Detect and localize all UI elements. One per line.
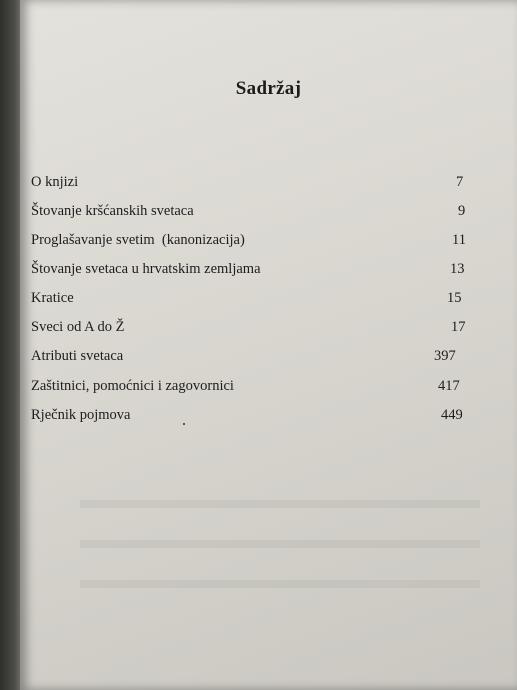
toc-entry-page: 17	[451, 319, 466, 335]
toc-entry-title: Štovanje kršćanskih svetaca	[31, 203, 194, 219]
book-page	[20, 0, 517, 690]
toc-entry	[31, 286, 471, 310]
toc-entry-title: Rječnik pojmova	[31, 407, 131, 423]
page-title: Sadržaj	[235, 78, 302, 99]
toc-entry-title: Zaštitnici, pomoćnici i zagovornici	[31, 378, 234, 394]
stray-print-dot	[183, 423, 185, 425]
toc-entry-title: Sveci od A do Ž	[31, 319, 125, 335]
toc-entry	[31, 344, 471, 368]
toc-entry-page: 449	[441, 407, 463, 423]
toc-entry-title: Proglašavanje svetim (kanonizacija)	[31, 232, 245, 248]
toc-entry-page: 11	[452, 232, 466, 248]
table-of-contents	[20, 0, 517, 690]
toc-entry-title: Štovanje svetaca u hrvatskim zemljama	[31, 261, 261, 277]
toc-entry	[31, 199, 471, 223]
toc-entry	[31, 374, 471, 398]
toc-entry-page: 9	[458, 203, 466, 219]
toc-entry-title: O knjizi	[31, 174, 79, 190]
toc-entry-page: 7	[456, 174, 464, 190]
toc-entry-page: 13	[450, 261, 465, 277]
toc-entry	[31, 315, 471, 339]
toc-entry	[31, 257, 471, 281]
toc-entry-title: Atributi svetaca	[31, 348, 124, 364]
toc-entry-page: 15	[447, 290, 462, 306]
toc-entry-page: 397	[434, 348, 456, 364]
toc-entry-title: Kratice	[31, 290, 74, 306]
toc-entry	[31, 403, 471, 427]
toc-entry	[31, 228, 471, 252]
book-spine-shadow	[0, 0, 20, 690]
toc-entry	[31, 170, 471, 194]
toc-entry-page: 417	[438, 378, 460, 394]
